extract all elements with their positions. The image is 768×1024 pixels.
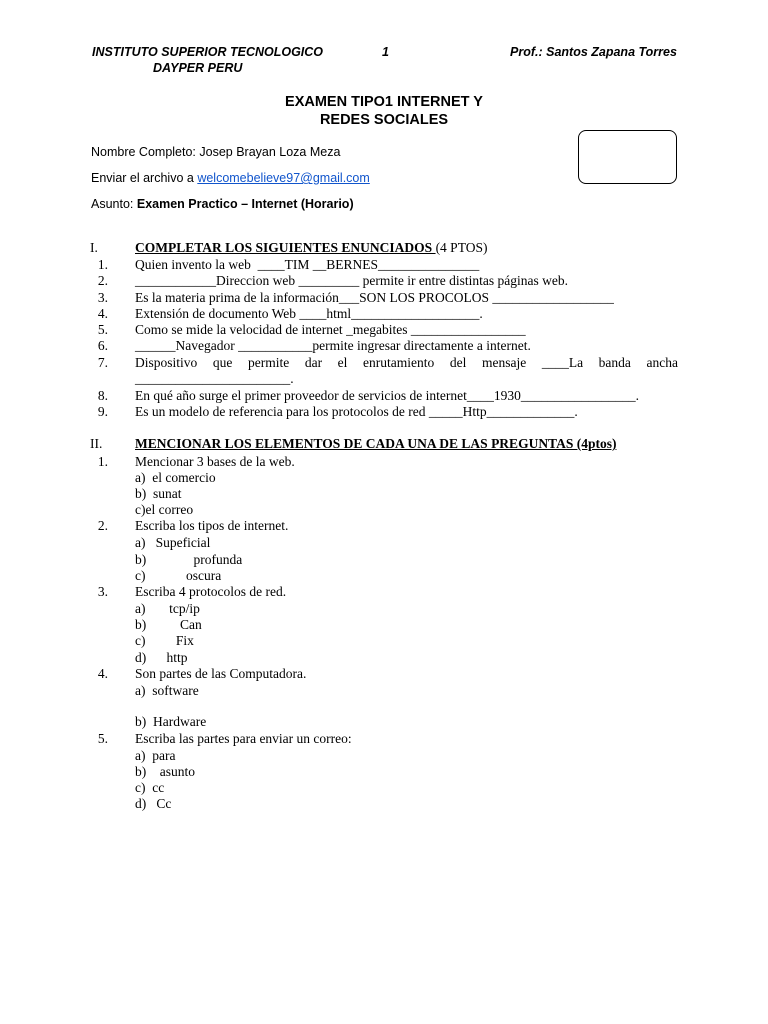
s2-q3-answer-d: d) http: [135, 650, 188, 665]
s2-q3-answer-a: a) tcp/ip: [135, 601, 200, 616]
s2-q1-number: 1.: [97, 454, 108, 469]
q9-number: 9.: [97, 404, 108, 419]
q4-text: Extensión de documento Web ____html___________________.: [135, 306, 483, 321]
subject-line: [91, 197, 354, 211]
s2-q4-answer-b: b) Hardware: [135, 714, 207, 729]
s2-q5-answer-a: a) para: [135, 748, 176, 763]
q4-number: 4.: [97, 306, 108, 321]
s2-q4-number: 4.: [97, 666, 108, 681]
exam-title-line1: EXAMEN TIPO1 INTERNET Y: [285, 94, 483, 110]
q3-text: Es la materia prima de la información___SON LOS PROCOLOS __________________: [135, 290, 614, 305]
section2-numeral: II.: [90, 436, 103, 451]
q1-text: Quien invento la web ____TIM __BERNES_______________: [135, 257, 480, 272]
s2-q5-answer-b: b) asunto: [135, 764, 195, 779]
section1-points: (4 PTOS): [435, 240, 488, 255]
section1-title: COMPLETAR LOS SIGUIENTES ENUNCIADOS: [135, 240, 436, 255]
section1-heading: [135, 240, 487, 256]
subject-label: Asunto:: [91, 197, 137, 211]
q8-text: En qué año surge el primer proveedor de servicios de internet____1930_________________.: [135, 388, 640, 403]
s2-q5-number: 5.: [97, 731, 108, 746]
s2-q3-answer-b: b) Can: [135, 617, 202, 632]
section2-heading: MENCIONAR LOS ELEMENTOS DE CADA UNA DE LAS PREGUNTAS (4ptos): [135, 436, 617, 451]
s2-q4-answer-a: a) software: [135, 683, 199, 698]
s2-q2-answer-a: a) Supeficial: [135, 535, 211, 550]
subject-value: Examen Practico – Internet (Horario): [136, 197, 354, 211]
s2-q1-answer-a: a) el comercio: [135, 470, 216, 485]
q2-text: ____________Direccion web _________ permite ir entre distintas páginas web.: [135, 273, 569, 288]
s2-q5-answer-d: d) Cc: [135, 796, 172, 811]
q7-text: Dispositivo que permite dar el enrutamiento del mensaje ____La banda ancha: [135, 355, 678, 370]
q5-number: 5.: [97, 322, 108, 337]
exam-title-line2: REDES SOCIALES: [319, 112, 449, 128]
q7-text-continuation: _______________________.: [135, 371, 294, 386]
s2-q1-answer-c: c)el correo: [135, 502, 194, 517]
send-line: [91, 171, 370, 185]
s2-q1-text: Mencionar 3 bases de la web.: [135, 454, 295, 469]
q3-number: 3.: [97, 290, 108, 305]
q8-number: 8.: [97, 388, 108, 403]
s2-q2-answer-b: b) profunda: [135, 552, 243, 567]
q1-number: 1.: [97, 257, 108, 272]
q9-text: Es un modelo de referencia para los protocolos de red _____Http_____________.: [135, 404, 578, 419]
student-name: Nombre Completo: Josep Brayan Loza Meza: [91, 145, 341, 159]
email-link[interactable]: welcomebelieve97@gmail.com: [197, 171, 370, 185]
grade-box: [578, 130, 677, 184]
s2-q3-number: 3.: [97, 584, 108, 599]
s2-q3-text: Escriba 4 protocolos de red.: [135, 584, 287, 599]
s2-q5-answer-c: c) cc: [135, 780, 165, 795]
professor-name: Prof.: Santos Zapana Torres: [510, 45, 677, 59]
s2-q2-text: Escriba los tipos de internet.: [135, 518, 289, 533]
s2-q5-text: Escriba las partes para enviar un correo:: [135, 731, 352, 746]
s2-q4-text: Son partes de las Computadora.: [135, 666, 307, 681]
page-number: 1: [382, 45, 389, 59]
send-label: Enviar el archivo a: [91, 171, 198, 185]
q7-number: 7.: [97, 355, 108, 370]
s2-q2-answer-c: c) oscura: [135, 568, 222, 583]
s2-q3-answer-c: c) Fix: [135, 633, 194, 648]
q6-text: ______Navegador ___________permite ingresar directamente a internet.: [135, 338, 531, 353]
institute-name-line2: DAYPER PERU: [153, 61, 243, 75]
q5-text: Como se mide la velocidad de internet _megabites _________________: [135, 322, 526, 337]
s2-q1-answer-b: b) sunat: [135, 486, 182, 501]
q6-number: 6.: [97, 338, 108, 353]
s2-q2-number: 2.: [97, 518, 108, 533]
q2-number: 2.: [97, 273, 108, 288]
institute-name: INSTITUTO SUPERIOR TECNOLOGICO: [92, 45, 324, 59]
section1-numeral: I.: [90, 240, 98, 255]
